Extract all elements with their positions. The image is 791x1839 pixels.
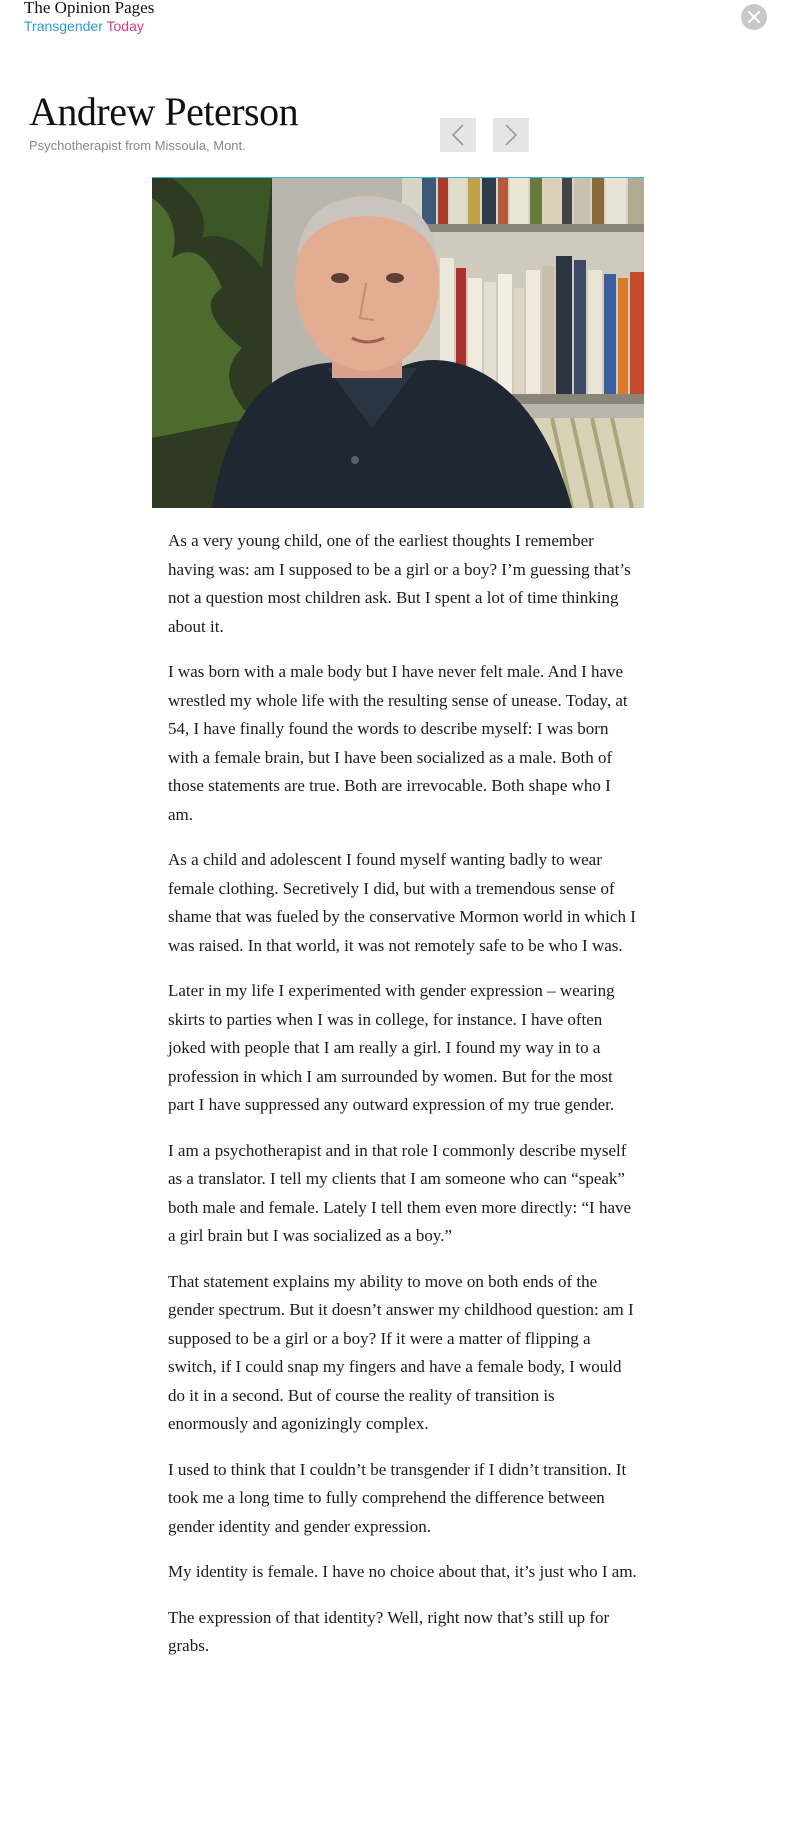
- previous-button[interactable]: [440, 118, 476, 152]
- close-button[interactable]: [741, 4, 767, 30]
- chevron-left-icon: [451, 124, 465, 146]
- profile-subtitle: Psychotherapist from Missoula, Mont.: [29, 138, 246, 153]
- chevron-right-icon: [504, 124, 518, 146]
- profile-header: [29, 88, 298, 153]
- article-paragraph: As a very young child, one of the earliest thoughts I remember having was: am I supposed to be a girl or a boy? I’m guessing that’s not a question most children ask. But I spent a lot of time thinking about it.: [168, 531, 631, 636]
- article-body: [168, 527, 638, 1678]
- close-icon: [748, 11, 760, 23]
- article-paragraph: As a child and adolescent I found myself wanting badly to wear female clothing. Secretively I did, but with a tremendous sense of shame that was fueled by the conservative Mormon world in which I was raised. In that world, it was not remotely safe to be who I was.: [168, 850, 636, 955]
- section-title[interactable]: The Opinion Pages: [24, 0, 155, 17]
- article-paragraph: The expression of that identity? Well, right now that’s still up for grabs.: [168, 1607, 610, 1655]
- article-paragraph: I was born with a male body but I have never felt male. And I have wrestled my whole life with the resulting sense of unease. Today, at 54, I have finally found the words to describe myself: I was born with a female brain, but I have been socialized as a male. Both of those statements are true. Both are irrevocable. Both shape who I am.: [168, 662, 628, 824]
- article-paragraph: That statement explains my ability to move on both ends of the gender spectrum. But it doesn’t answer my childhood question: am I supposed to be a girl or a boy? If it were a matter of flipping a switch, if I could snap my fingers and have a female body, I would do it in a second. But of course the reality of transition is enormously and agonizingly complex.: [168, 1271, 634, 1433]
- article-paragraph: I am a psychotherapist and in that role I commonly describe myself as a translator. I tell my clients that I am someone who can “speak” both male and female. Lately I tell them even more directly: “I have a girl brain but I was socialized as a boy.”: [168, 1140, 632, 1245]
- series-title-word-1: Transgender: [24, 18, 103, 34]
- article-paragraph: My identity is female. I have no choice about that, it’s just who I am.: [168, 1562, 637, 1581]
- series-title-word-2: Today: [106, 18, 144, 34]
- series-title[interactable]: [24, 18, 154, 34]
- brand-header: [24, 0, 154, 34]
- portrait-photo: [152, 177, 644, 508]
- article-paragraph: Later in my life I experimented with gender expression – wearing skirts to parties when I was in college, for instance. I have often joked with people that I am really a girl. I found my way in to a profession in which I am surrounded by women. But for the most part I have suppressed any outward expression of my true gender.: [168, 981, 615, 1114]
- next-button[interactable]: [493, 118, 529, 152]
- profile-name: Andrew Peterson: [29, 89, 299, 134]
- article-paragraph: I used to think that I couldn’t be transgender if I didn’t transition. It took me a long time to fully comprehend the difference between gender identity and gender expression.: [168, 1459, 627, 1536]
